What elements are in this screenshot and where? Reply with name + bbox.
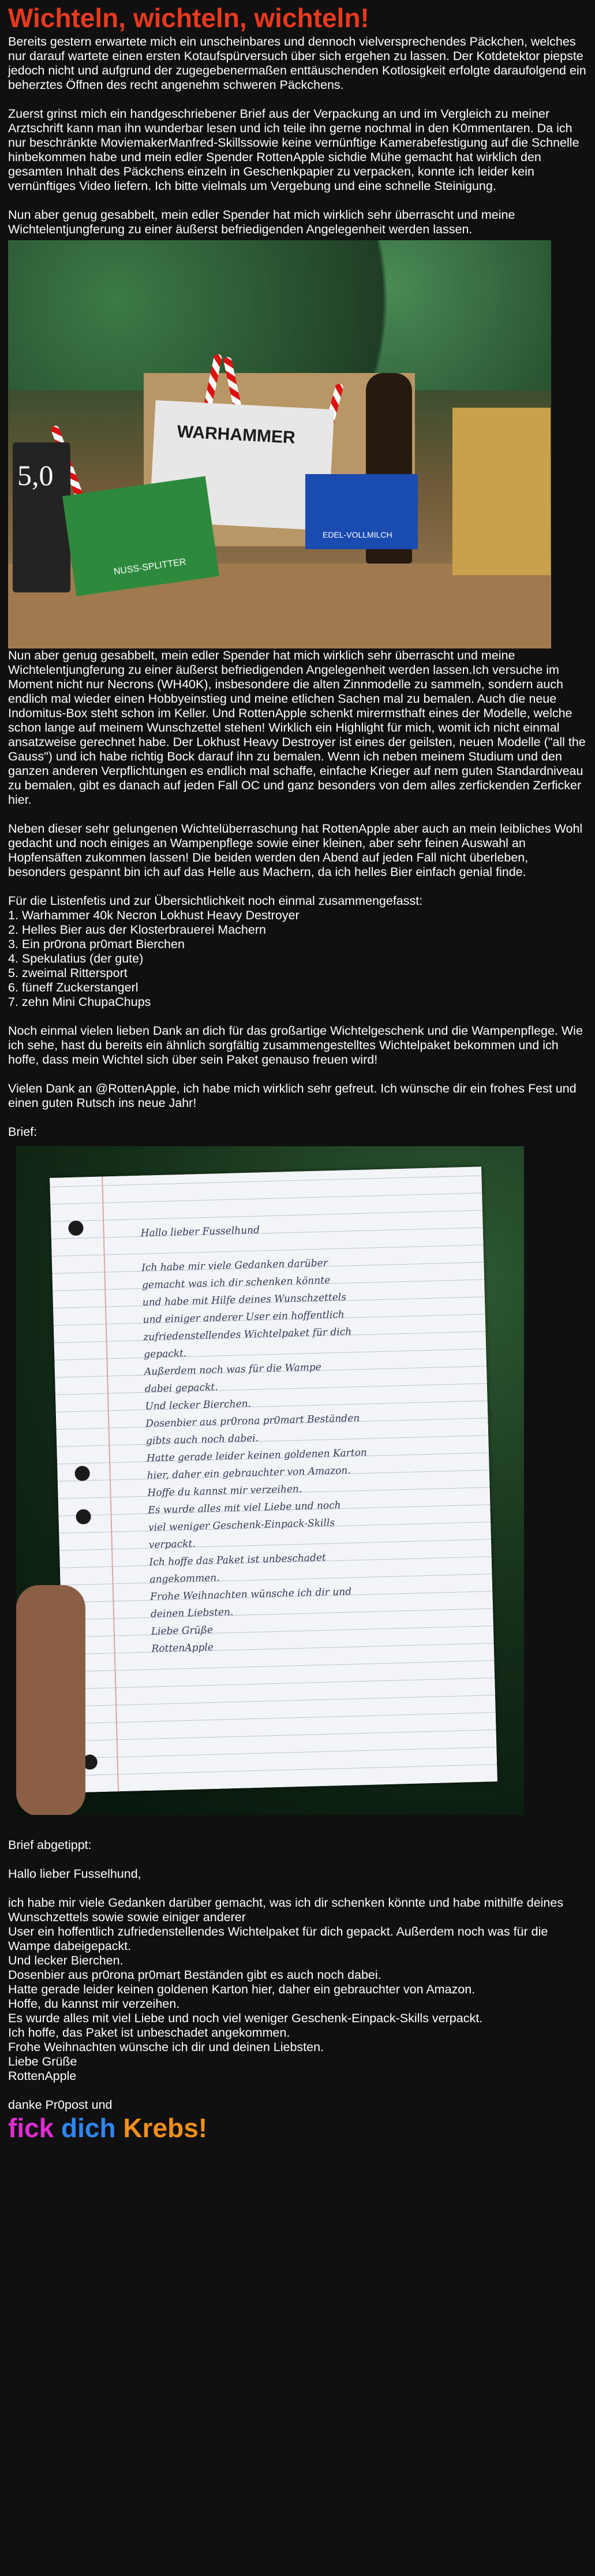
gift-list [8, 908, 587, 1009]
handwritten-line: und habe mit Hilfe deines Wunschzettels [142, 1291, 347, 1308]
christmas-tree [8, 240, 551, 390]
list-item: 7. zehn Mini ChupaChups [8, 995, 151, 1009]
speculoos-bag [452, 408, 551, 575]
transcript-label: Brief abgetippt: [8, 1838, 92, 1852]
handwritten-line: Ich hoffe das Paket ist unbeschadet [149, 1552, 327, 1568]
transcript-line: RottenApple [8, 2069, 77, 2083]
letter-sheet [50, 1166, 497, 1792]
handwritten-line: zufriedenstellendes Wichtelpaket für dich [143, 1326, 352, 1343]
gift-photo [8, 240, 551, 648]
punch-hole [76, 1509, 91, 1524]
thanks-paragraph-1: Noch einmal vielen lieben Dank an dich für das großartige Wichtelgeschenk und die Wampenpflege. Wie ich sehe, hast du bereits ein ähnlich sorgfältig zusammengestelltes Wichtelpaket bekommen und ich hoffe, dass mein Wichtel sich über sein Paket genauso freuen wird! [8, 1024, 583, 1067]
list-item: 4. Spekulatius (der gute) [8, 952, 144, 965]
footer-slogan [8, 2112, 587, 2144]
closing-text: danke Pr0post und [8, 2098, 113, 2112]
footer-word: dich [61, 2113, 116, 2143]
handwritten-line: gepackt. [143, 1347, 187, 1360]
handwritten-line: gibts auch noch dabei. [145, 1432, 259, 1447]
chocolate-label: EDEL-VOLLMILCH [323, 530, 392, 539]
handwritten-line: Hatte gerade leider keinen goldenen Karton [146, 1447, 368, 1464]
page-title: Wichteln, wichteln, wichteln! [8, 3, 369, 33]
handwritten-line: RottenApple [151, 1641, 214, 1655]
list-item: 6. füneff Zuckerstangerl [8, 981, 139, 994]
handwritten-line: und einiger anderer User ein hoffentlich [143, 1308, 345, 1326]
handwritten-line: verpackt. [148, 1538, 196, 1551]
punch-hole [74, 1466, 90, 1481]
beer-can [13, 442, 70, 592]
intro-paragraph-2: Zuerst grinst mich ein handgeschriebener Brief aus der Verpackung an und im Vergleich zu meiner Arztschrift kann man ihn wunderbar lesen und ich teile ihn gerne nochmal in den K0mmentaren. Da ich nur beschränkte MoviemakerManfred-Skillssowie keine vernünftige Kamerabefestigung auf die Schnelle hinbekommen habe und mein edler Spender RottenApple sichdie Mühe gemacht hat wirklich den gesamten Inhalt des Päckchens einzeln in Geschenkpapier zu verpacken, konnte ich leider kein vernünftiges Video liefern. Ich bitte vielmals um Vergebung und eine schnelle Steinigung. [8, 107, 579, 193]
body-paragraph-1: Nun aber genug gesabbelt, mein edler Spender hat mich wirklich sehr überrascht und meine Wichtelentjungferung zu einer äußerst befriedigenden Angelegenheit werden lassen.Ich versuche im Moment nicht nur Necrons (WH40K), insbesondere die alten Zinnmodelle zu sammeln, sondern auch endlich mal wieder einen Hobbyeinstieg und meine etlichen Sachen mal zu bemalen. Auch die neue Indomitus-Box steht schon im Keller. Und RottenApple schenkt mirermsthaft eines der Modelle, welche schon lange auf meinem Wunschzettel stehen! Wirklich ein Highlight für mich, womit ich nicht einmal ansatzweise gerechnet habe. Der Lokhust Heavy Destroyer ist eines der geilsten, neuen Modelle ("all the Gauss") und ich habe richtig Bock darauf ihn zu bemalen. Wenn ich neben meinem Studium und den ganzen anderen Verpflichtungen es endlich mal schaffe, einfache Krieger auf nem guten Standardniveau zu bemalen, gibt es danach auf jeden Fall OC und ganz besonders von dem alles zerfickenden Zerficker hier. [8, 648, 586, 807]
handwritten-line: Ich habe mir viele Gedanken darüber [141, 1257, 328, 1274]
handwritten-line: Und lecker Bierchen. [145, 1397, 252, 1412]
letter-photo [16, 1146, 524, 1815]
handwritten-line: Hallo lieber Fusselhund [140, 1224, 260, 1239]
punch-hole [68, 1220, 84, 1236]
body-paragraph-2: Neben dieser sehr gelungenen Wichtelüberraschung hat RottenApple aber auch an mein leibliches Wohl gedacht und noch einiges an Wampenpflege sowie einer kleinen, aber sehr feinen Auswahl an Hopfensäften zukommen lassen! Die beiden werden den Abend auf jeden Fall nicht überleben, besonders gespannt bin ich auf das Helle aus Machern, da ich helles Bier einfach genial finde. [8, 822, 583, 879]
handwritten-line: Dosenbier aus pr0rona pr0mart Beständen [145, 1412, 360, 1430]
handwritten-line: Liebe Grüße [151, 1624, 214, 1638]
handwritten-line: Hoffe du kannst mir verzeihen. [147, 1483, 302, 1499]
list-item: 2. Helles Bier aus der Klosterbrauerei Machern [8, 923, 266, 937]
transcript-line: Hoffe, du kannst mir verzeihen. [8, 1997, 180, 2011]
transcript-line: User ein hoffentlich zufriedenstellendes Wichtelpaket für dich gepackt. Außerdem noch was für die Wampe dabeigepackt. [8, 1925, 548, 1953]
thanks-paragraph-2: Vielen Dank an @RottenApple, ich habe mich wirklich sehr gefreut. Ich wünsche dir ein frohes Fest und einen guten Rutsch ins neue Jahr! [8, 1082, 577, 1110]
handwritten-line: deinen Liebsten. [150, 1606, 234, 1620]
transcript-greeting: Hallo lieber Fusselhund, [8, 1867, 141, 1881]
handwritten-line: hier, daher ein gebrauchter von Amazon. [147, 1464, 351, 1482]
brief-label: Brief: [8, 1125, 38, 1139]
chocolate-bar-blue [305, 474, 418, 549]
transcript-line: Und lecker Bierchen. [8, 1954, 124, 1967]
handwritten-line: angekommen. [149, 1572, 220, 1586]
hand [16, 1585, 85, 1815]
footer-word: fick [8, 2113, 54, 2143]
transcript-line: Dosenbier aus pr0rona pr0mart Beständen gibt es auch noch dabei. [8, 1968, 381, 1982]
transcript-line: Liebe Grüße [8, 2055, 77, 2068]
handwritten-line: Frohe Weihnachten wünsche ich dir und [149, 1586, 352, 1603]
footer-word: Krebs! [123, 2113, 208, 2143]
list-item: 5. zweimal Rittersport [8, 966, 128, 980]
intro-paragraph-3: Nun aber genug gesabbelt, mein edler Spender hat mich wirklich sehr überrascht und meine Wichtelentjungferung zu einer äußerst befriedigenden Angelegenheit werden lassen. [8, 208, 515, 236]
transcript-line: Frohe Weihnachten wünsche ich dir und deinen Liebsten. [8, 2040, 324, 2054]
can-label: 5,0 [17, 459, 54, 491]
transcript-line: Es wurde alles mit viel Liebe und noch viel weniger Geschenk-Einpack-Skills verpackt. [8, 2011, 483, 2025]
intro-paragraph-1: Bereits gestern erwartete mich ein unscheinbares und dennoch vielversprechendes Päckchen, welches nur darauf wartete einen ersten Kotaufspürversuch über sich ergehen zu lassen. Der Kotdetektor piepste jedoch nicht und aufgrund der zugegebenermaßen enttäuschenden Kotlosigkeit erfolgte daraufolgend ein beherztes Öffnen des recht angenehm schweren Päckchens. [8, 35, 586, 92]
transcript-body [8, 1896, 587, 2083]
list-intro: Für die Listenfetis und zur Übersichtlichkeit noch einmal zusammengefasst: [8, 894, 423, 908]
list-item: 1. Warhammer 40k Necron Lokhust Heavy Destroyer [8, 908, 300, 922]
transcript-line: Ich hoffe, das Paket ist unbeschadet angekommen. [8, 2026, 290, 2040]
chocolate-label: NUSS-SPLITTER [113, 557, 187, 577]
warhammer-label: WARHAMMER [177, 422, 296, 448]
handwritten-line: Es wurde alles mit viel Liebe und noch [148, 1499, 341, 1516]
transcript-line: Hatte gerade leider keinen goldenen Karton hier, daher ein gebrauchter von Amazon. [8, 1982, 476, 1996]
handwritten-text [140, 1217, 440, 1658]
handwritten-line: viel weniger Geschenk-Einpack-Skills [148, 1517, 335, 1534]
handwritten-line: gemacht was ich dir schenken könnte [141, 1274, 331, 1291]
transcript-line: ich habe mir viele Gedanken darüber gemacht, was ich dir schenken könnte und habe mithilfe deines Wunschzettels sowie sowie einiger anderer [8, 1896, 564, 1924]
handwritten-line: Außerdem noch was für die Wampe [144, 1361, 322, 1378]
margin-line [102, 1177, 119, 1792]
chocolate-bar-green [62, 476, 219, 596]
list-item: 3. Ein pr0rona pr0mart Bierchen [8, 937, 185, 951]
handwritten-line: dabei gepackt. [144, 1381, 218, 1395]
